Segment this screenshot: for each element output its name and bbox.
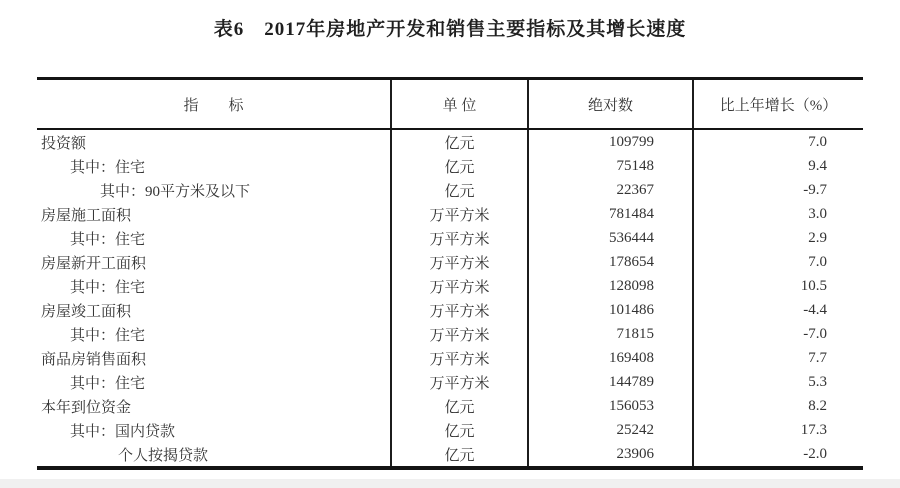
col-header-indicator: 指 标: [183, 97, 244, 114]
table-header-row: [37, 80, 863, 130]
absolute-value-cell: 75148: [527, 154, 692, 178]
indicator-cell: 其中：住宅: [70, 279, 146, 296]
indicator-cell: 其中：住宅: [70, 231, 146, 248]
table-row: [37, 442, 863, 466]
absolute-value-cell: 25242: [527, 418, 692, 442]
growth-rate-cell: -7.0: [692, 322, 863, 346]
col-header-unit: 单 位: [390, 80, 527, 128]
growth-rate-cell: 5.3: [692, 370, 863, 394]
table-row: [37, 202, 863, 226]
table-row: [37, 130, 863, 154]
absolute-value-cell: 109799: [527, 130, 692, 154]
indicator-cell: 其中：国内贷款: [70, 423, 176, 440]
indicator-cell: 其中：住宅: [70, 327, 146, 344]
indicator-cell: 其中：住宅: [70, 375, 146, 392]
unit-cell: 万平方米: [390, 298, 527, 322]
absolute-value-cell: 23906: [527, 442, 692, 466]
table-row: [37, 250, 863, 274]
growth-rate-cell: 9.4: [692, 154, 863, 178]
absolute-value-cell: 71815: [527, 322, 692, 346]
absolute-value-cell: 144789: [527, 370, 692, 394]
table-row: [37, 418, 863, 442]
unit-cell: 万平方米: [390, 274, 527, 298]
indicator-cell: 本年到位资金: [41, 399, 132, 416]
growth-rate-cell: 7.0: [692, 130, 863, 154]
growth-rate-cell: 17.3: [692, 418, 863, 442]
growth-rate-cell: -4.4: [692, 298, 863, 322]
indicator-cell: 房屋新开工面积: [41, 255, 147, 272]
indicators-table: [37, 77, 863, 470]
col-header-growth-rate: 比上年增长（%）: [692, 80, 863, 128]
growth-rate-cell: -2.0: [692, 442, 863, 466]
growth-rate-cell: 2.9: [692, 226, 863, 250]
growth-rate-cell: 10.5: [692, 274, 863, 298]
unit-cell: 亿元: [390, 394, 527, 418]
indicator-cell: 房屋竣工面积: [41, 303, 132, 320]
unit-cell: 万平方米: [390, 226, 527, 250]
growth-rate-cell: -9.7: [692, 178, 863, 202]
absolute-value-cell: 169408: [527, 346, 692, 370]
table-row: [37, 394, 863, 418]
table-row: [37, 154, 863, 178]
indicator-cell: 其中：住宅: [70, 159, 146, 176]
unit-cell: 万平方米: [390, 322, 527, 346]
table-row: [37, 226, 863, 250]
absolute-value-cell: 536444: [527, 226, 692, 250]
table-row: [37, 298, 863, 322]
bottom-strip: [0, 479, 900, 488]
unit-cell: 亿元: [390, 442, 527, 466]
absolute-value-cell: 101486: [527, 298, 692, 322]
growth-rate-cell: 8.2: [692, 394, 863, 418]
absolute-value-cell: 22367: [527, 178, 692, 202]
growth-rate-cell: 7.7: [692, 346, 863, 370]
unit-cell: 亿元: [390, 418, 527, 442]
unit-cell: 万平方米: [390, 370, 527, 394]
growth-rate-cell: 3.0: [692, 202, 863, 226]
table-row: [37, 274, 863, 298]
indicator-cell: 其中：90平方米及以下: [100, 183, 251, 200]
table-row: [37, 178, 863, 202]
unit-cell: 万平方米: [390, 250, 527, 274]
table-row: [37, 346, 863, 370]
growth-rate-cell: 7.0: [692, 250, 863, 274]
indicator-cell: 个人按揭贷款: [118, 447, 209, 464]
unit-cell: 万平方米: [390, 346, 527, 370]
indicator-cell: 投资额: [41, 135, 87, 152]
absolute-value-cell: 781484: [527, 202, 692, 226]
unit-cell: 万平方米: [390, 202, 527, 226]
absolute-value-cell: 178654: [527, 250, 692, 274]
col-header-absolute-value: 绝对数: [527, 80, 692, 128]
unit-cell: 亿元: [390, 178, 527, 202]
table-title: 表6 2017年房地产开发和销售主要指标及其增长速度: [213, 19, 687, 40]
unit-cell: 亿元: [390, 154, 527, 178]
indicator-cell: 商品房销售面积: [41, 351, 147, 368]
table-body: [37, 130, 863, 466]
absolute-value-cell: 156053: [527, 394, 692, 418]
indicator-cell: 房屋施工面积: [41, 207, 132, 224]
absolute-value-cell: 128098: [527, 274, 692, 298]
table-row: [37, 370, 863, 394]
table-row: [37, 322, 863, 346]
unit-cell: 亿元: [390, 130, 527, 154]
